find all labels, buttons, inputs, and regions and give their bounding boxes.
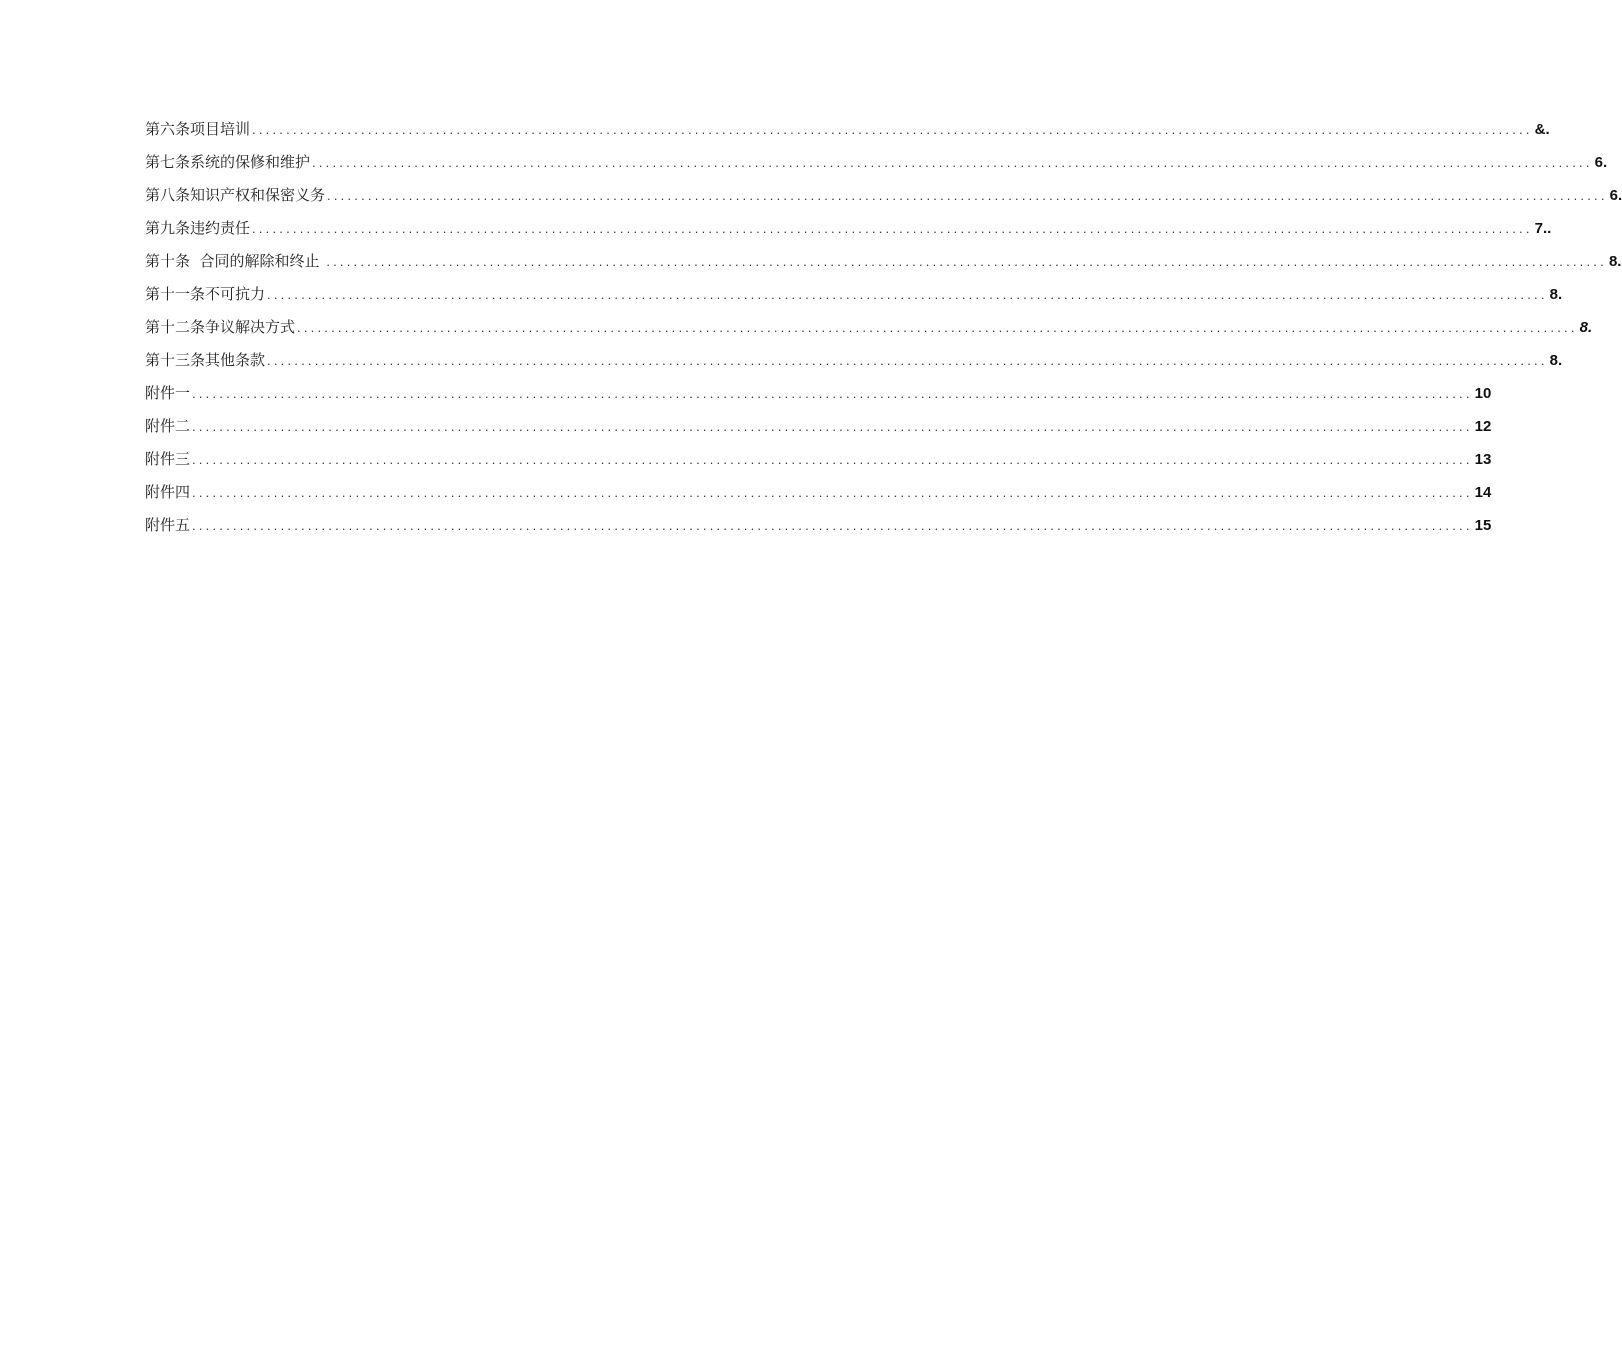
toc-entry-article-6[interactable] <box>145 118 1550 151</box>
toc-page-number: 6. <box>1594 154 1608 171</box>
toc-entry-appendix-1[interactable] <box>145 382 1492 415</box>
toc-entry-title: 附件五 <box>145 516 191 534</box>
toc-entry-title: 第七条系统的保修和维护 <box>145 153 311 171</box>
toc-dot-leader: ............................................................................................................................................................................................ <box>192 452 1473 467</box>
toc-page-number: 12 <box>1474 418 1492 435</box>
toc-dot-leader: ............................................................................................................................................................................................ <box>192 518 1473 533</box>
toc-page-number: &. <box>1534 121 1550 138</box>
toc-entry-title: 第十三条其他条款 <box>145 351 266 369</box>
toc-dot-leader: ............................................................................................................................................................................................ <box>192 419 1473 434</box>
toc-page-number: 7.. <box>1534 220 1552 237</box>
toc-page-number: 6. <box>1609 187 1622 204</box>
toc-entry-title: 附件二 <box>145 417 191 435</box>
toc-dot-leader: ............................................................................................................................................................................................ <box>192 386 1473 401</box>
toc-entry-title: 第六条项目培训 <box>145 120 251 138</box>
toc-entry-title: 附件三 <box>145 450 191 468</box>
toc-entry-title: 附件四 <box>145 483 191 501</box>
toc-page-number: 13 <box>1474 451 1492 468</box>
toc-page-number: 8. <box>1549 352 1563 369</box>
toc-dot-leader: ............................................................................................................................................................................................ <box>252 221 1533 236</box>
toc-entry-appendix-3[interactable] <box>145 448 1492 481</box>
toc-entry-article-10[interactable] <box>145 250 1622 283</box>
toc-page-number: 10 <box>1474 385 1492 402</box>
toc-page-number: 14 <box>1474 484 1492 501</box>
toc-dot-leader: ............................................................................................................................................................................................ <box>327 188 1608 203</box>
toc-page-number: 8. <box>1608 253 1622 270</box>
toc-entry-title: 第十二条争议解决方式 <box>145 318 296 336</box>
toc-page-number: 8. <box>1579 319 1593 336</box>
toc-entry-article-13[interactable] <box>145 349 1563 382</box>
toc-entry-article-7[interactable] <box>145 151 1608 184</box>
toc-entry-title: 第十一条不可抗力 <box>145 285 266 303</box>
toc-entry-title: 第十条 合同的解除和终止 <box>145 252 325 270</box>
toc-dot-leader: ............................................................................................................................................................................................ <box>312 155 1593 170</box>
toc-entry-title: 第九条违约责任 <box>145 219 251 237</box>
toc-dot-leader: ............................................................................................................................................................................................ <box>267 287 1548 302</box>
toc-entry-article-8[interactable] <box>145 184 1622 217</box>
toc-entry-title: 附件一 <box>145 384 191 402</box>
toc-entry-article-12[interactable] <box>145 316 1593 349</box>
toc-entry-appendix-4[interactable] <box>145 481 1492 514</box>
toc-dot-leader: ............................................................................................................................................................................................ <box>326 254 1607 269</box>
toc-entry-article-9[interactable] <box>145 217 1552 250</box>
toc-entry-appendix-2[interactable] <box>145 415 1492 448</box>
toc-page-number: 8. <box>1549 286 1563 303</box>
toc-entry-appendix-5[interactable] <box>145 514 1492 547</box>
toc-dot-leader: ............................................................................................................................................................................................ <box>297 320 1578 335</box>
toc-dot-leader: ............................................................................................................................................................................................ <box>192 485 1473 500</box>
toc-entry-article-11[interactable] <box>145 283 1563 316</box>
table-of-contents <box>145 118 1622 547</box>
toc-dot-leader: ............................................................................................................................................................................................ <box>267 353 1548 368</box>
toc-entry-title: 第八条知识产权和保密义务 <box>145 186 326 204</box>
toc-page-number: 15 <box>1474 517 1492 534</box>
toc-dot-leader: ............................................................................................................................................................................................ <box>252 122 1533 137</box>
